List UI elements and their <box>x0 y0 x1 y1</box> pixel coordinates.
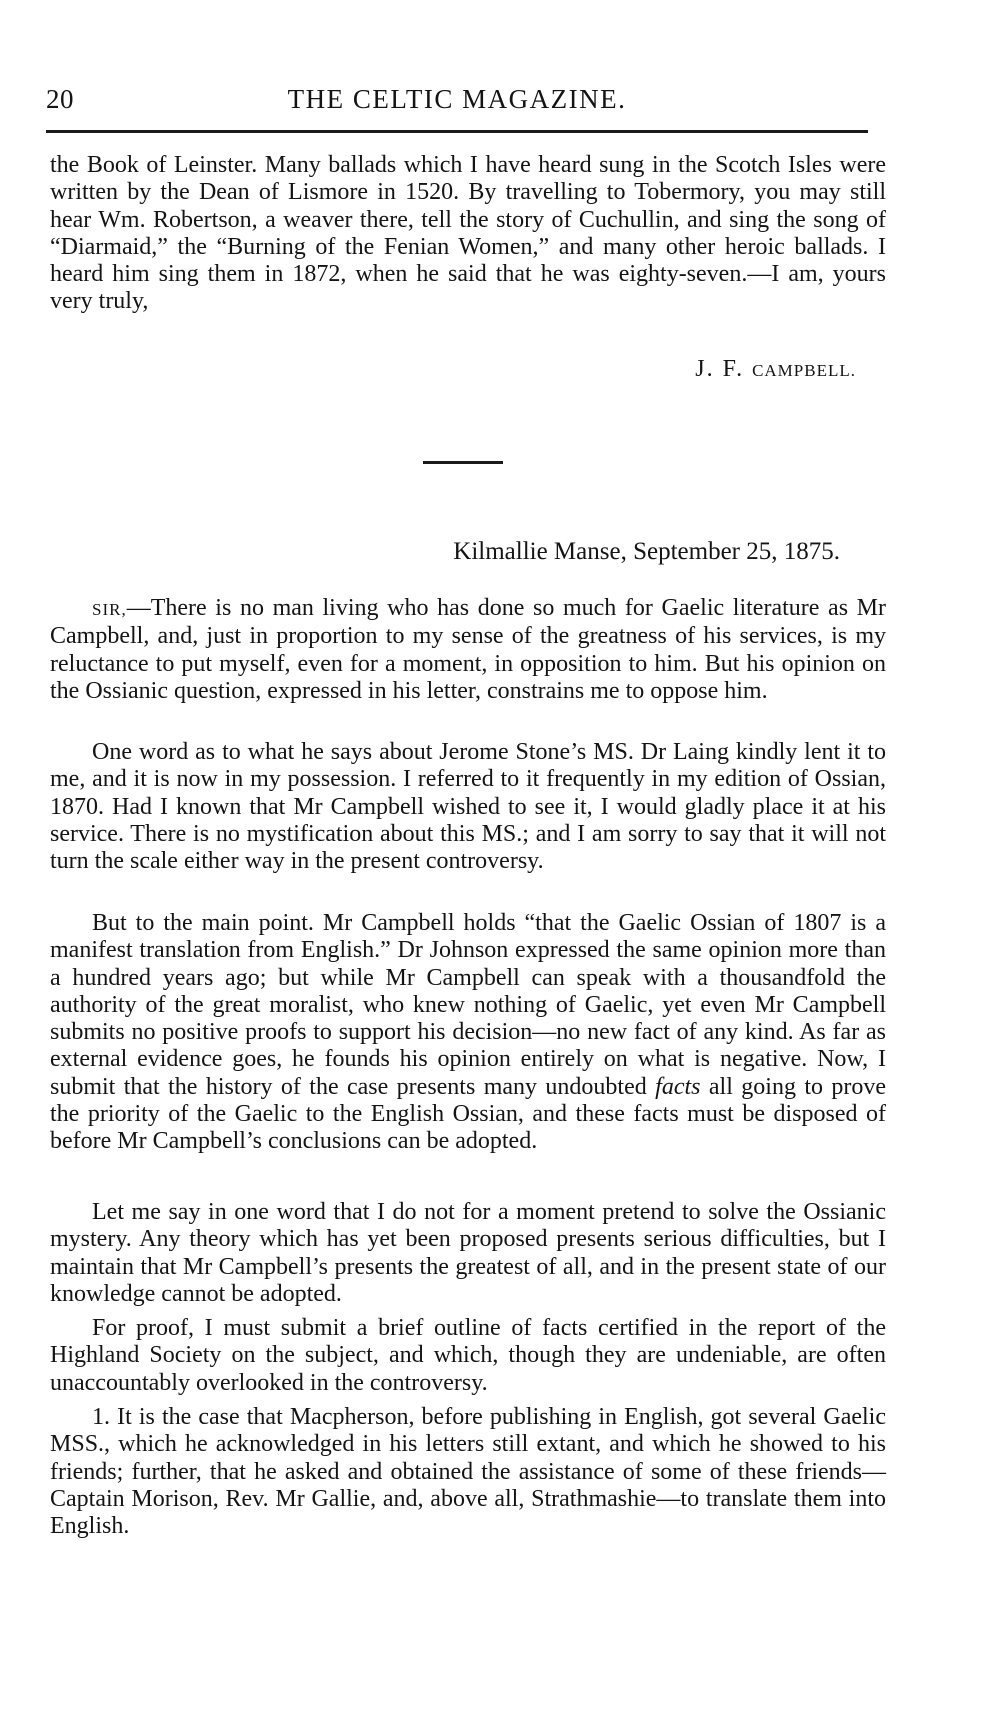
section-separator <box>423 461 503 464</box>
signature <box>50 356 856 383</box>
letter-one-closing-paragraph: the Book of Leinster. Many ballads which I have heard sung in the Scotch Isles were written by the Dean of Lismore in 1520. By travelling to Tobermory, you may still hear Wm. Robertson, a weaver there, tell the story of Cuchullin, and sing the song of “Diarmaid,” the “Burning of the Fenian Women,” and many other heroic ballads. I heard him sing them in 1872, when he said that he was eighty-seven.—I am, yours very truly, <box>50 152 886 315</box>
paragraph-main-point <box>50 910 886 1156</box>
signature-initials: J. F. <box>695 356 745 382</box>
paragraph-opening-text: —There is no man living who has done so much for Gaelic literature as Mr Campbell, and, just in proportion to my sense of the greatness of his services, is my reluctance to put myself, even for a moment, in opposition to him. But his opinion on the Ossianic question, expressed in his letter, constrains me to oppose him. <box>50 595 886 704</box>
running-title: THE CELTIC MAGAZINE. <box>287 84 627 114</box>
paragraph-ossianic-mystery: Let me say in one word that I do not for a moment pretend to solve the Ossianic mystery. Any theory which has yet been proposed presents serious difficulties, but I maintain that Mr Campbell’s presents the greatest of all, and in the present state of our knowledge cannot be adopted. <box>50 1199 886 1307</box>
emphasis-facts: facts <box>655 1073 701 1100</box>
paragraph-opening <box>50 595 886 705</box>
dateline: Kilmallie Manse, September 25, 1875. <box>453 538 840 565</box>
header-rule <box>46 130 868 133</box>
salutation: SIR, <box>92 600 127 619</box>
page-header <box>46 84 868 120</box>
paragraph-fact-one: 1. It is the case that Macpherson, before publishing in English, got several Gaelic MSS., which he acknowledged in his letters still extant, and which he showed to his friends; further, that he asked and obtained the assistance of some of these friends—Captain Morison, Rev. Mr Gallie, and, above all, Strathmashie—to translate them into English. <box>50 1404 886 1540</box>
paragraph-stone-ms: One word as to what he says about Jerome Stone’s MS. Dr Laing kindly lent it to me, and it is now in my possession. I referred to it frequently in my edition of Ossian, 1870. Had I known that Mr Campbell wished to see it, I would gladly place it at his service. There is no mystification about this MS.; and I am sorry to say that it will not turn the scale either way in the present controversy. <box>50 739 886 875</box>
paragraph-main-point-text: But to the main point. Mr Campbell holds “that the Gaelic Ossian of 1807 is a manifest translation from English.” Dr Johnson expressed the same opinion more than a hundred years ago; but while Mr Campbell can speak with a thousandfold the authority of the great moralist, who knew nothing of Gaelic, yet even Mr Campbell submits no positive proofs to support his decision—no new fact of any kind. As far as external evidence goes, he founds his opinion entirely on what is negative. Now, I submit that the history of the case presents many undoubted <box>50 910 886 1100</box>
paragraph-for-proof: For proof, I must submit a brief outline of facts certified in the report of the Highland Society on the subject, and which, though they are undeniable, are often unaccountably overlooked in the controversy. <box>50 1315 886 1396</box>
page-number: 20 <box>46 84 74 114</box>
signature-surname: CAMPBELL. <box>752 361 856 380</box>
paragraph-main-point-continuation: all going to prove the priority of the Gaelic to the English Ossian, and these facts must be disposed of before Mr Campbell’s conclusions can be adopted. <box>50 1073 887 1155</box>
